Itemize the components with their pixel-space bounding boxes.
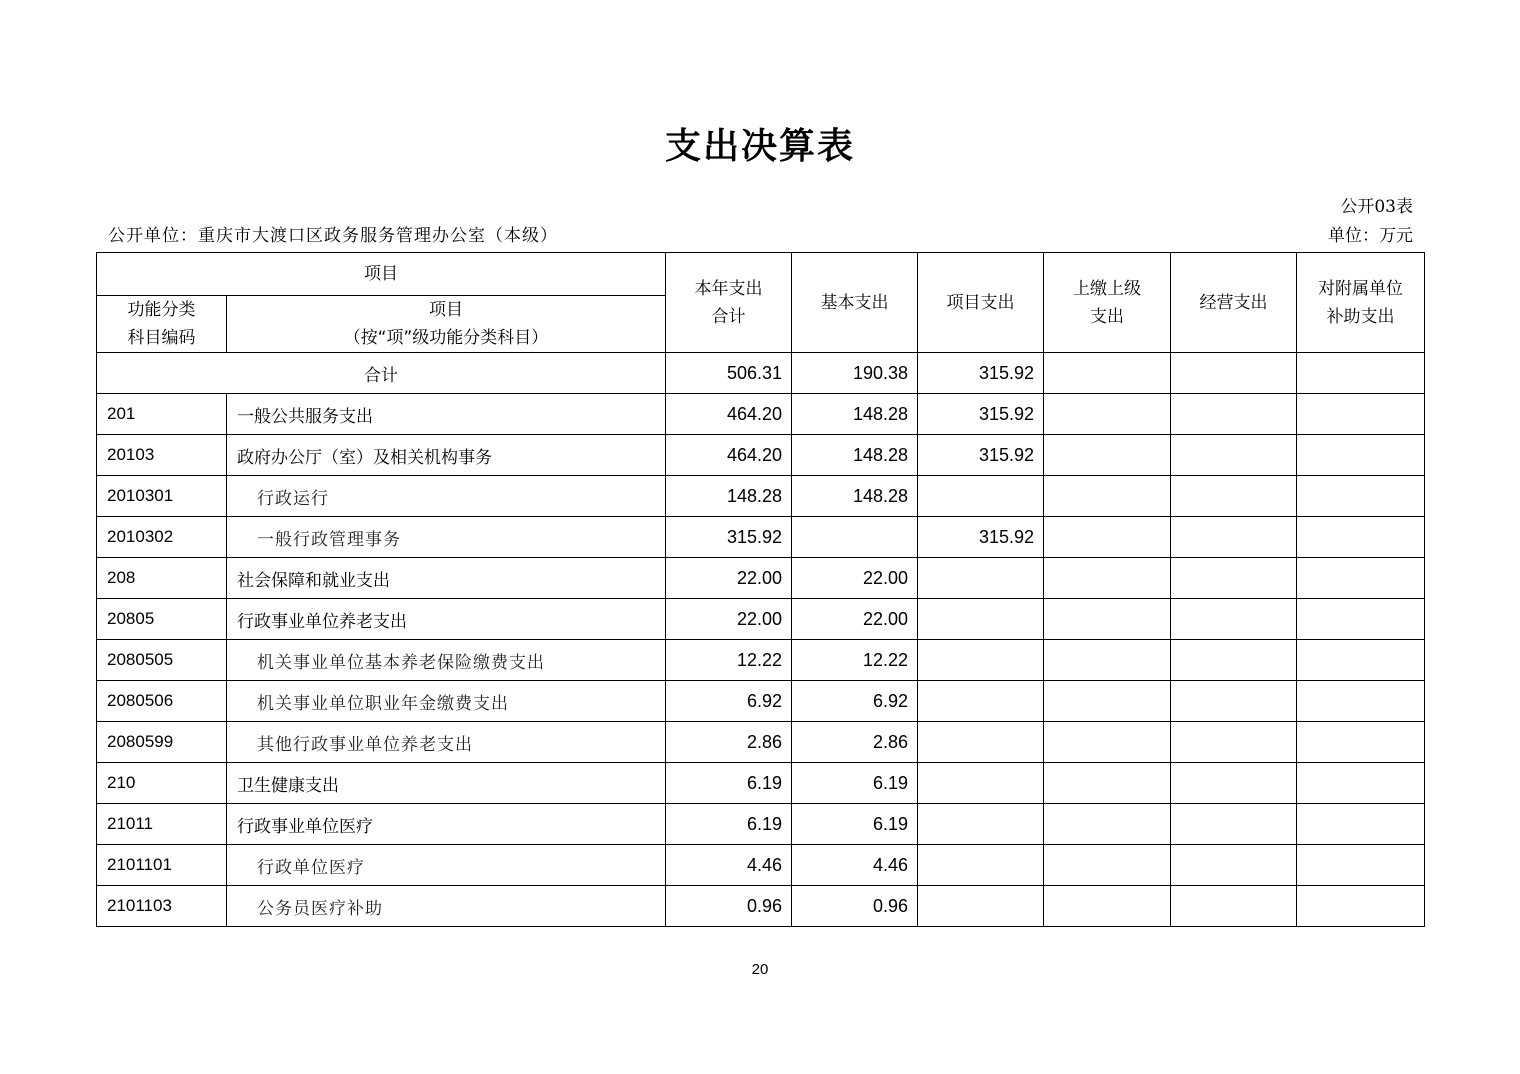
row-subsidy [1297, 435, 1425, 476]
row-code: 2080599 [97, 722, 227, 763]
header-subsidy-line1: 对附属单位 [1318, 278, 1403, 299]
header-code-line1: 功能分类 [127, 300, 196, 320]
expenditure-table [96, 252, 1425, 927]
row-code: 20103 [97, 435, 227, 476]
total-project: 315.92 [918, 353, 1044, 394]
unit-of-measure: 单位：万元 [1328, 226, 1413, 246]
row-basic: 148.28 [792, 435, 918, 476]
row-business [1171, 558, 1297, 599]
row-business [1171, 886, 1297, 927]
row-basic: 0.96 [792, 886, 918, 927]
row-total: 6.19 [666, 804, 792, 845]
header-code-line2: 科目编码 [127, 328, 196, 348]
row-project [918, 763, 1044, 804]
table-row [97, 558, 1425, 599]
header-total [666, 253, 792, 353]
row-total: 4.46 [666, 845, 792, 886]
row-upper [1044, 435, 1171, 476]
header-project: 项目支出 [918, 253, 1044, 353]
row-basic: 148.28 [792, 476, 918, 517]
header-subsidy [1297, 253, 1425, 353]
header-total-line1: 本年支出 [694, 278, 763, 299]
header-upper [1044, 253, 1171, 353]
row-subsidy [1297, 763, 1425, 804]
row-code: 2080505 [97, 640, 227, 681]
header-code [97, 296, 227, 353]
row-project [918, 804, 1044, 845]
row-subsidy [1297, 886, 1425, 927]
row-project [918, 558, 1044, 599]
table-row [97, 886, 1425, 927]
page-number: 20 [751, 961, 769, 978]
row-business [1171, 763, 1297, 804]
row-total: 315.92 [666, 517, 792, 558]
row-total: 464.20 [666, 435, 792, 476]
reporting-unit: 公开单位：重庆市大渡口区政务服务管理办公室（本级） [108, 226, 558, 246]
table-row [97, 722, 1425, 763]
row-subsidy [1297, 517, 1425, 558]
table-row [97, 435, 1425, 476]
row-code: 2101103 [97, 886, 227, 927]
row-name: 机关事业单位职业年金缴费支出 [227, 681, 666, 722]
total-upper [1044, 353, 1171, 394]
row-project [918, 722, 1044, 763]
row-subsidy [1297, 558, 1425, 599]
row-upper [1044, 804, 1171, 845]
row-basic: 6.19 [792, 763, 918, 804]
row-project [918, 845, 1044, 886]
row-total: 148.28 [666, 476, 792, 517]
row-project: 315.92 [918, 517, 1044, 558]
row-basic: 6.19 [792, 804, 918, 845]
row-name: 行政运行 [227, 476, 666, 517]
row-upper [1044, 599, 1171, 640]
row-basic [792, 517, 918, 558]
row-basic: 6.92 [792, 681, 918, 722]
row-code: 2101101 [97, 845, 227, 886]
row-upper [1044, 517, 1171, 558]
table-row [97, 763, 1425, 804]
row-upper [1044, 394, 1171, 435]
row-project [918, 476, 1044, 517]
row-subsidy [1297, 804, 1425, 845]
header-business: 经营支出 [1171, 253, 1297, 353]
row-business [1171, 681, 1297, 722]
row-name: 行政事业单位养老支出 [227, 599, 666, 640]
header-name-line2: （按“项”级功能分类科目） [343, 328, 549, 348]
header-basic: 基本支出 [792, 253, 918, 353]
total-label: 合计 [97, 353, 666, 394]
total-subsidy [1297, 353, 1425, 394]
table-row [97, 804, 1425, 845]
row-name: 行政单位医疗 [227, 845, 666, 886]
row-basic: 2.86 [792, 722, 918, 763]
row-subsidy [1297, 722, 1425, 763]
header-upper-line1: 上缴上级 [1073, 278, 1141, 299]
table-number: 公开03表 [1340, 197, 1413, 217]
row-business [1171, 435, 1297, 476]
total-amount: 506.31 [666, 353, 792, 394]
row-project [918, 886, 1044, 927]
header-name-line1: 项目 [429, 300, 463, 320]
row-code: 2080506 [97, 681, 227, 722]
total-basic: 190.38 [792, 353, 918, 394]
row-name: 其他行政事业单位养老支出 [227, 722, 666, 763]
header-item: 项目 [97, 253, 666, 296]
header-upper-line2: 支出 [1090, 306, 1124, 327]
row-name: 一般公共服务支出 [227, 394, 666, 435]
row-basic: 4.46 [792, 845, 918, 886]
row-code: 201 [97, 394, 227, 435]
row-business [1171, 599, 1297, 640]
row-project [918, 640, 1044, 681]
row-code: 2010301 [97, 476, 227, 517]
header-total-line2: 合计 [711, 306, 746, 327]
row-code: 208 [97, 558, 227, 599]
row-name: 社会保障和就业支出 [227, 558, 666, 599]
row-upper [1044, 722, 1171, 763]
row-name: 卫生健康支出 [227, 763, 666, 804]
row-name: 一般行政管理事务 [227, 517, 666, 558]
table-row [97, 599, 1425, 640]
row-total: 6.19 [666, 763, 792, 804]
table-row [97, 640, 1425, 681]
row-basic: 12.22 [792, 640, 918, 681]
row-upper [1044, 886, 1171, 927]
row-name: 政府办公厅（室）及相关机构事务 [227, 435, 666, 476]
row-subsidy [1297, 394, 1425, 435]
table-row [97, 394, 1425, 435]
row-name: 机关事业单位基本养老保险缴费支出 [227, 640, 666, 681]
row-subsidy [1297, 640, 1425, 681]
page-title: 支出决算表 [664, 126, 855, 167]
row-total: 2.86 [666, 722, 792, 763]
table-row [97, 845, 1425, 886]
row-code: 20805 [97, 599, 227, 640]
row-total: 464.20 [666, 394, 792, 435]
row-business [1171, 476, 1297, 517]
row-upper [1044, 763, 1171, 804]
row-name: 公务员医疗补助 [227, 886, 666, 927]
row-basic: 22.00 [792, 599, 918, 640]
row-total: 6.92 [666, 681, 792, 722]
row-upper [1044, 681, 1171, 722]
row-total: 0.96 [666, 886, 792, 927]
row-project: 315.92 [918, 435, 1044, 476]
row-subsidy [1297, 476, 1425, 517]
row-project: 315.92 [918, 394, 1044, 435]
table-row [97, 517, 1425, 558]
row-project [918, 599, 1044, 640]
table-row [97, 476, 1425, 517]
row-business [1171, 640, 1297, 681]
row-code: 210 [97, 763, 227, 804]
row-basic: 22.00 [792, 558, 918, 599]
row-business [1171, 394, 1297, 435]
row-total: 12.22 [666, 640, 792, 681]
header-subsidy-line2: 补助支出 [1326, 306, 1395, 327]
header-name [227, 296, 666, 353]
row-subsidy [1297, 599, 1425, 640]
row-business [1171, 722, 1297, 763]
row-code: 2010302 [97, 517, 227, 558]
row-upper [1044, 640, 1171, 681]
row-subsidy [1297, 845, 1425, 886]
row-total: 22.00 [666, 558, 792, 599]
total-row [97, 353, 1425, 394]
row-basic: 148.28 [792, 394, 918, 435]
row-upper [1044, 845, 1171, 886]
row-business [1171, 517, 1297, 558]
row-code: 21011 [97, 804, 227, 845]
row-business [1171, 845, 1297, 886]
row-project [918, 681, 1044, 722]
total-business [1171, 353, 1297, 394]
row-total: 22.00 [666, 599, 792, 640]
row-upper [1044, 476, 1171, 517]
row-upper [1044, 558, 1171, 599]
table-row [97, 681, 1425, 722]
row-name: 行政事业单位医疗 [227, 804, 666, 845]
row-subsidy [1297, 681, 1425, 722]
row-business [1171, 804, 1297, 845]
